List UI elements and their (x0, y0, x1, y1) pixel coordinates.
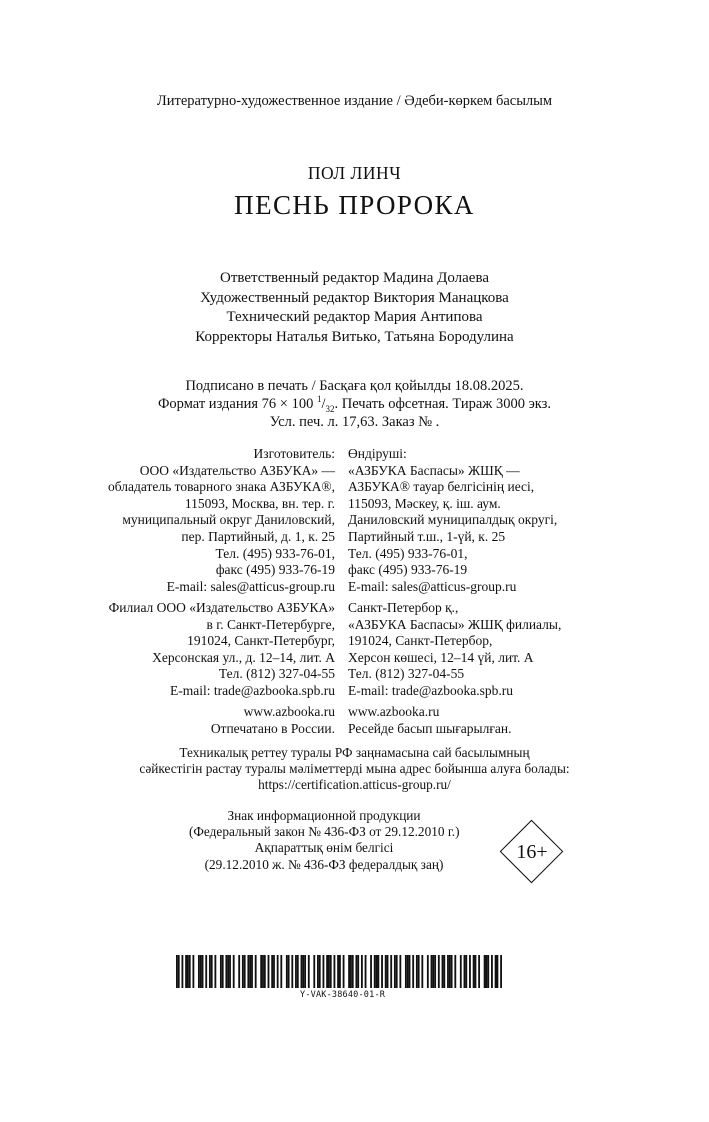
manufacturer-kz-line: 115093, Мәскеу, қ. іш. аум. (348, 495, 501, 511)
credit-line: Ответственный редактор Мадина Долаева (220, 270, 489, 286)
manufacturer-kz-line: Тел. (495) 933-76-01, (348, 545, 468, 561)
format-sup: 1 (316, 394, 322, 405)
barcode-bar (339, 955, 341, 988)
barcode-bar (260, 955, 262, 988)
barcode-bar (465, 955, 467, 988)
barcode-bar (277, 955, 279, 988)
manufacturer-ru-line: Тел. (495) 933-76-01, (215, 545, 335, 561)
branch-kz-line: Херсон көшесі, 12–14 үй, лит. А (348, 649, 534, 665)
manufacturer-kz-line: АЗБУКА® тауар белгісінің иесі, (348, 479, 535, 495)
manufacturer-kz (348, 446, 557, 595)
branch-ru-line: Тел. (812) 327-04-55 (218, 666, 335, 682)
barcode-bar (475, 955, 477, 988)
barcode-bar (418, 955, 420, 988)
barcode-bar (377, 955, 379, 988)
barcode-bar (387, 955, 389, 988)
credit-line: Корректоры Наталья Витько, Татьяна Бородулина (195, 328, 514, 345)
barcode-bar (317, 955, 319, 988)
barcode-bar (421, 955, 423, 988)
barcode-bar (200, 955, 202, 988)
barcode-bar (249, 955, 251, 988)
barcode-bar (323, 955, 325, 988)
barcode-bar (176, 955, 178, 988)
barcode-bar (434, 955, 436, 988)
barcode-bar (295, 955, 297, 988)
barcode (176, 955, 502, 988)
credit-line: Художественный редактор Виктория Манацкова (200, 289, 509, 306)
certification-line: Техникалық реттеу туралы РФ заңнамасына сай басылымның (179, 745, 530, 760)
printed-in-ru: Отпечатано в России. (210, 720, 335, 736)
barcode-bar (304, 955, 306, 988)
branch-ru-line: 191024, Санкт-Петербург, (187, 633, 335, 649)
book-title: ПЕСНЬ ПРОРОКА (234, 190, 475, 220)
barcode-bar (464, 955, 466, 988)
footer-ru (211, 704, 335, 737)
barcode-bar (416, 955, 418, 988)
barcode-bar (330, 955, 332, 988)
barcode-bar (251, 955, 253, 988)
barcode-bar (308, 955, 310, 988)
barcode-bar (374, 955, 376, 988)
branch-kz-line: Санкт-Петербор қ., (348, 600, 459, 615)
age-rating-badge (500, 820, 564, 884)
barcode-bar (500, 955, 502, 988)
barcode-bar (427, 955, 429, 988)
barcode-bar (209, 955, 211, 988)
manufacturer-kz-line: факс (495) 933-76-19 (348, 562, 468, 578)
barcode-bar (247, 955, 249, 988)
barcode-bar (432, 955, 434, 988)
barcode-bar (220, 955, 222, 988)
branch-ru-line: в г. Санкт-Петербурге, (206, 616, 335, 632)
barcode-bar (337, 955, 339, 988)
barcode-bar (198, 955, 200, 988)
barcode-bar (225, 955, 227, 988)
barcode-bar (451, 955, 453, 988)
barcode-bar (431, 955, 433, 988)
barcode-bar (409, 955, 411, 988)
certification-line: сәйкестігін растау туралы мәліметтерді мына адрес бойынша алуға болады: (139, 761, 570, 777)
barcode-bar (255, 955, 257, 988)
author-name: ПОЛ ЛИНЧ (307, 163, 402, 183)
barcode-bar (185, 955, 187, 988)
barcode-bar (487, 955, 489, 988)
branch-ru-line: Филиал ООО «Издательство АЗБУКА» (108, 600, 335, 615)
barcode-bar (460, 955, 462, 988)
barcode-bar (491, 955, 493, 988)
manufacturer-kz-line: E-mail: sales@atticus-group.ru (348, 578, 517, 594)
manufacturer-ru-line: ООО «Издательство АЗБУКА» — (139, 462, 335, 478)
certification-note (0, 745, 709, 794)
barcode-bar (280, 955, 282, 988)
barcode-bar (328, 955, 330, 988)
barcode-bar (469, 955, 471, 988)
format-text: Формат издания 76 × 100 (157, 396, 317, 412)
barcode-bar (205, 955, 207, 988)
barcode-bar (288, 955, 290, 988)
barcode-bar (178, 955, 180, 988)
age-rating-text: 16+ (516, 841, 548, 863)
branch-ru-line: Херсонская ул., д. 12–14, лит. А (152, 649, 335, 665)
barcode-bar (222, 955, 224, 988)
barcode-bar (229, 955, 231, 988)
credit-line: Технический редактор Мария Антипова (226, 309, 483, 325)
barcode-bar (334, 955, 336, 988)
barcode-bar (181, 955, 183, 988)
barcode-bar (187, 955, 189, 988)
barcode-bar (407, 955, 409, 988)
format-line (0, 395, 709, 413)
info-sign-line: (Федеральный закон № 436-ФЗ от 29.12.2010 г.) (189, 824, 460, 840)
manufacturer-kz-line: Партийный т.ш., 1-үй, к. 25 (348, 528, 506, 544)
barcode-bar (244, 955, 246, 988)
barcode-bar (376, 955, 378, 988)
barcode-bar (447, 955, 449, 988)
format-sub: 32 (325, 403, 335, 414)
barcode-bar (478, 955, 480, 988)
manufacturer-kz-line: Даниловский муниципалдық округі, (348, 512, 558, 528)
barcode-bar (442, 955, 444, 988)
format-slash: / (321, 396, 326, 412)
barcode-bar (286, 955, 288, 988)
info-product-sign (189, 808, 459, 873)
website-ru: www.azbooka.ru (243, 704, 335, 719)
barcode-bar (385, 955, 387, 988)
barcode-bar (449, 955, 451, 988)
barcode-bar (443, 955, 445, 988)
barcode-bar (348, 955, 350, 988)
barcode-bar (238, 955, 240, 988)
manufacturer-ru-line: муниципальный округ Даниловский, (122, 512, 335, 528)
barcode-bar (264, 955, 266, 988)
barcode-bar (495, 955, 497, 988)
manufacturer-ru (108, 446, 335, 595)
manufacturer-ru-line: Изготовитель: (253, 446, 335, 461)
barcode-bar (297, 955, 299, 988)
barcode-bar (262, 955, 264, 988)
barcode-bar (350, 955, 352, 988)
barcode-bar (273, 955, 275, 988)
barcode-bar (355, 955, 357, 988)
barcode-bar (271, 955, 273, 988)
printed-in-kz: Ресейде басып шығарылған. (348, 720, 512, 736)
editorial-credits (0, 269, 709, 347)
barcode-bar (357, 955, 359, 988)
footer-kz (348, 704, 511, 737)
barcode-bar (343, 955, 345, 988)
barcode-bar (412, 955, 414, 988)
barcode-bar (365, 955, 367, 988)
barcode-bar (396, 955, 398, 988)
barcode-bar (301, 955, 303, 988)
barcode-bar (361, 955, 363, 988)
info-sign-line: Знак информационной продукции (227, 808, 421, 823)
manufacturer-ru-line: пер. Партийный, д. 1, к. 25 (181, 528, 335, 544)
website-kz: www.azbooka.ru (348, 704, 440, 719)
barcode-text: Y-VAK-38640-01-R (300, 990, 386, 1000)
barcode-bar (189, 955, 191, 988)
barcode-bar (473, 955, 475, 988)
barcode-bar (381, 955, 383, 988)
barcode-bar (233, 955, 235, 988)
barcode-bar (242, 955, 244, 988)
barcode-bar (268, 955, 270, 988)
certification-url: https://certification.atticus-group.ru/ (258, 777, 451, 793)
edition-type-header: Литературно-художественное издание / Әдеби-көркем басылым (156, 93, 553, 109)
branch-kz-line: E-mail: trade@azbooka.spb.ru (348, 682, 513, 698)
manufacturer-ru-line: E-mail: sales@atticus-group.ru (166, 578, 335, 594)
order-line: Усл. печ. л. 17,63. Заказ № . (269, 414, 440, 430)
barcode-bar (454, 955, 456, 988)
barcode-bar (291, 955, 293, 988)
barcode-bar (202, 955, 204, 988)
barcode-bar (405, 955, 407, 988)
branch-kz (348, 600, 561, 700)
barcode-bar (319, 955, 321, 988)
barcode-bar (486, 955, 488, 988)
barcode-bar (370, 955, 372, 988)
manufacturer-kz-line: Өндіруші: (348, 446, 407, 461)
branch-ru (109, 600, 335, 700)
barcode-bar (390, 955, 392, 988)
print-date-line: Подписано в печать / Басқаға қол қойылды 18.08.2025. (185, 378, 524, 394)
barcode-bar (214, 955, 216, 988)
barcode-bar (497, 955, 499, 988)
barcode-bar (484, 955, 486, 988)
info-sign-line: (29.12.2010 ж. № 436-ФЗ федералдық заң) (204, 856, 444, 872)
branch-kz-line: 191024, Санкт-Петербор, (348, 633, 493, 649)
manufacturer-ru-line: обладатель товарного знака АЗБУКА®, (107, 479, 335, 495)
manufacturer-ru-line: 115093, Москва, вн. тер. г. (184, 495, 335, 511)
format-text-rest: . Печать офсетная. Тираж 3000 экз. (334, 396, 552, 412)
barcode-bar (211, 955, 213, 988)
branch-ru-line: E-mail: trade@azbooka.spb.ru (170, 682, 335, 698)
barcode-bar (326, 955, 328, 988)
barcode-bar (192, 955, 194, 988)
barcode-bar (438, 955, 440, 988)
barcode-bar (394, 955, 396, 988)
barcode-bar (227, 955, 229, 988)
barcode-bar (352, 955, 354, 988)
manufacturer-ru-line: факс (495) 933-76-19 (215, 562, 335, 578)
print-info (0, 377, 709, 431)
barcode-bar (302, 955, 304, 988)
info-sign-line: Ақпараттық өнім белгісі (254, 840, 394, 856)
branch-kz-line: Тел. (812) 327-04-55 (348, 666, 465, 682)
barcode-bar (399, 955, 401, 988)
branch-kz-line: «АЗБУКА Баспасы» ЖШҚ филиалы, (348, 616, 562, 632)
barcode-bar (313, 955, 315, 988)
manufacturer-kz-line: «АЗБУКА Баспасы» ЖШҚ — (348, 462, 520, 478)
